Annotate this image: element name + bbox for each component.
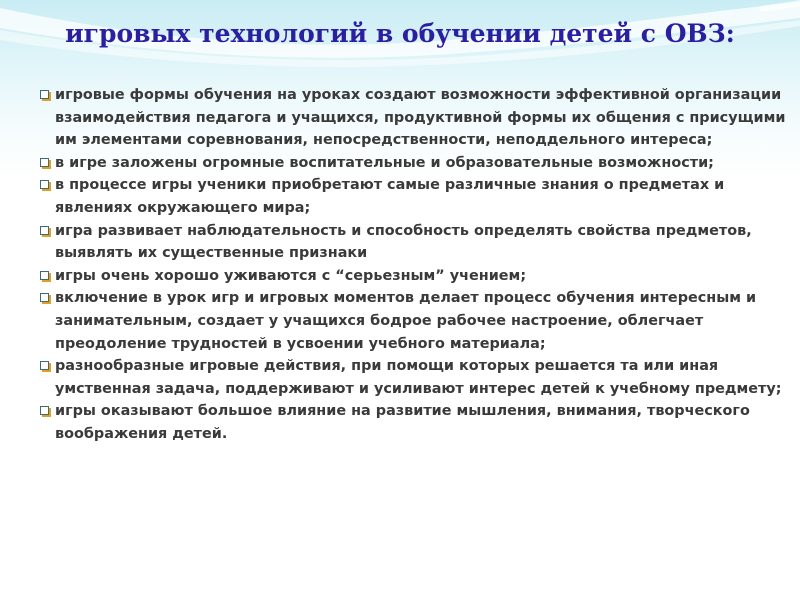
list-item xyxy=(40,355,790,400)
checkbox-square-icon xyxy=(40,361,49,370)
list-item xyxy=(40,220,790,265)
bullet-list xyxy=(40,84,790,446)
slide-title: игровых технологий в обучении детей с ОВЗ: xyxy=(65,19,735,48)
checkbox-square-icon xyxy=(40,180,49,189)
checkbox-square-icon xyxy=(40,158,49,167)
list-item xyxy=(40,265,790,288)
list-item xyxy=(40,174,790,219)
checkbox-square-icon xyxy=(40,406,49,415)
list-item xyxy=(40,84,790,152)
checkbox-square-icon xyxy=(40,90,49,99)
list-item-text: в игре заложены огромные воспитательные и образовательные возможности; xyxy=(55,154,714,171)
list-item-text: игровые формы обучения на уроках создают возможности эффективной организации взаимодействия педагога и учащихся, продуктивной формы их общения с присущими им элементами соревнования, непосредственности, неподдельного интереса; xyxy=(55,87,786,149)
list-item xyxy=(40,152,790,175)
list-item-text: в процессе игры ученики приобретают самые различные знания о предметах и явлениях окружающего мира; xyxy=(55,177,725,216)
list-item xyxy=(40,400,790,445)
checkbox-square-icon xyxy=(40,271,49,280)
checkbox-square-icon xyxy=(40,226,49,235)
list-item-text: игры оказывают большое влияние на развитие мышления, внимания, творческого воображения детей. xyxy=(55,403,750,442)
list-item xyxy=(40,287,790,355)
checkbox-square-icon xyxy=(40,293,49,302)
list-item-text: включение в урок игр и игровых моментов делает процесс обучения интересным и занимательным, создает у учащихся бодрое рабочее настроение, облегчает преодоление трудностей в усвоении учебного материала; xyxy=(55,290,757,352)
list-item-text: игра развивает наблюдательность и способность определять свойства предметов, выявлять их существенные признаки xyxy=(55,222,752,262)
list-item-text: разнообразные игровые действия, при помощи которых решается та или иная умственная задача, поддерживают и усиливают интерес детей к учебному предмету; xyxy=(55,358,782,397)
list-item-text: игры очень хорошо уживаются с “серьезным” учением; xyxy=(55,267,527,284)
